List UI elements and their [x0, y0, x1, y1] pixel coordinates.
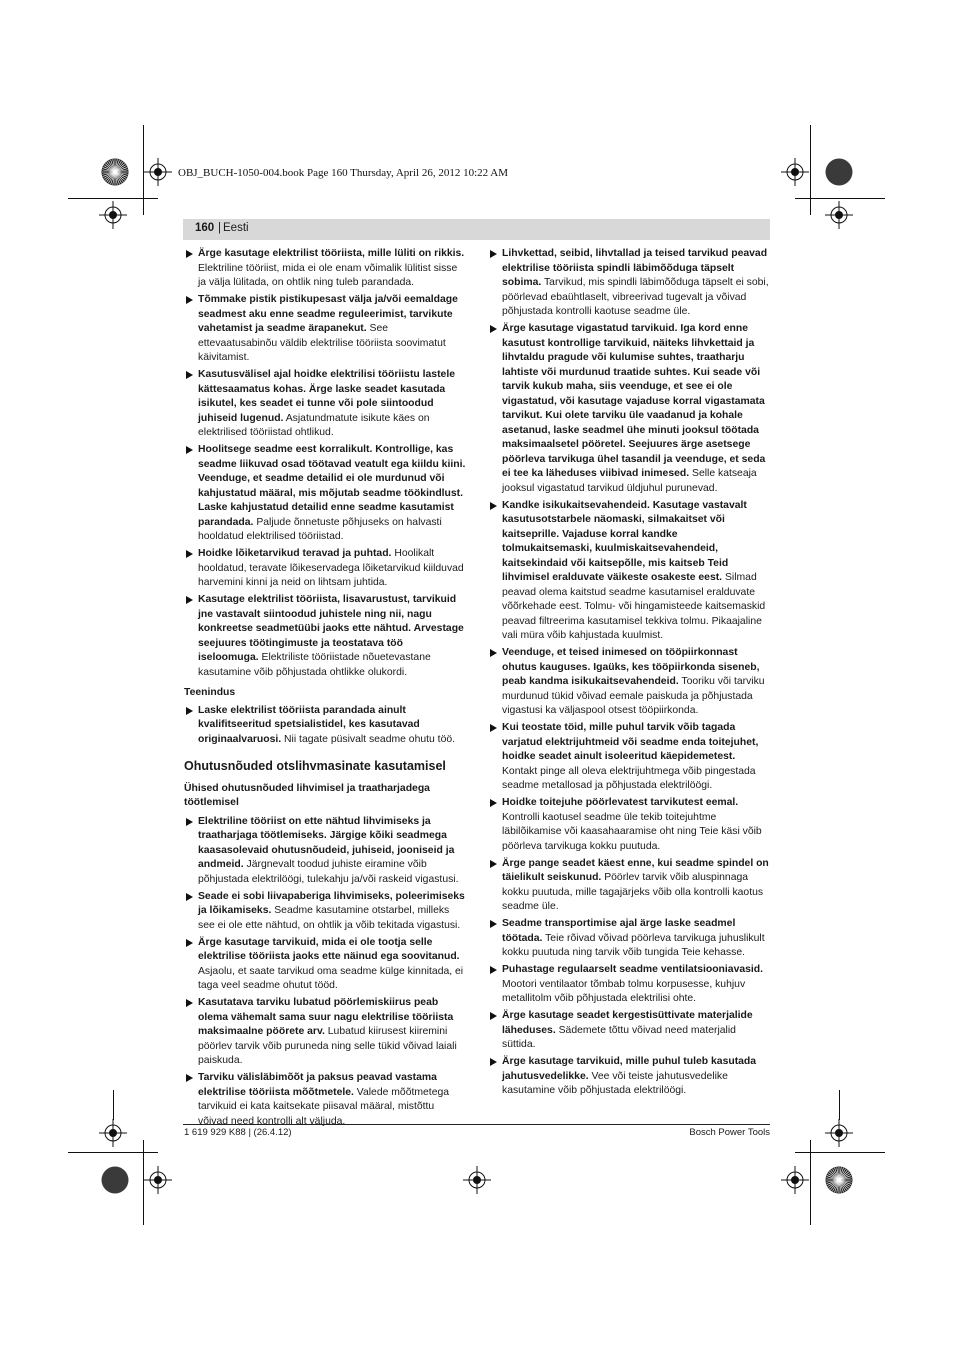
triangle-bullet-icon	[490, 796, 497, 807]
triangle-bullet-icon	[490, 857, 497, 868]
left-column	[184, 247, 466, 1132]
color-wheel-icon	[825, 1166, 853, 1199]
item-bold-text: Tõmmake pistik pistikupesast välja ja/või eemaldage seadmest aku enne seadme reguleerimist, tarvikute vahetamist ja seadme ärapanekut.	[198, 294, 458, 334]
list-item	[184, 247, 466, 291]
list-item	[184, 936, 466, 994]
triangle-bullet-icon	[490, 1055, 497, 1066]
item-text: Teie rõivad võivad pöörleva tarvikuga juhuslikult kokku puutuda ning tarvik võib tungida Teie kehasse.	[502, 932, 765, 958]
item-text: See ettevaatusabinõu väldib elektrilise tööriista soovimatut käivitamist.	[198, 323, 446, 363]
item-bold-text: Seadme transportimise ajal ärge laske seadmel töötada.	[502, 918, 736, 944]
item-text: Seadme kasutamine otstarbel, milleks see ei ole ette nähtud, on ohtlik ja võib tekitada vigastusi.	[198, 905, 461, 931]
footer-document-number: 1 619 929 K88 | (26.4.12)	[184, 1127, 292, 1138]
list-item	[184, 890, 466, 934]
list-item	[488, 721, 770, 794]
triangle-bullet-icon	[186, 704, 193, 715]
item-bold-text: Elektriline tööriist on ette nähtud lihvimiseks ja traatharjaga töötlemiseks. Järgige kõiki seadmega kaasasolevaid ohutusnõudeid, juhiseid, jooniseid ja andmeid.	[198, 815, 455, 870]
registration-mark-icon	[781, 158, 809, 191]
triangle-bullet-icon	[186, 815, 193, 826]
crop-line	[795, 198, 885, 199]
right-column	[488, 247, 770, 1101]
page-header-bar	[183, 219, 770, 240]
registration-mark-icon	[99, 201, 127, 234]
registration-mark-icon	[781, 1166, 809, 1199]
item-text: Asjaolu, et saate tarvikud oma seadme külge kinnitada, ei taga veel seadme ohutut tööd.	[198, 965, 464, 991]
item-bold-text: Kasutatava tarviku lubatud pöörlemiskiirus peab olema vähemalt sama suur nagu elektrilise tööriista maksimaalne pöörete arv.	[198, 997, 454, 1037]
header-language: Eesti	[223, 222, 249, 234]
item-bold-text: Ärge kasutage elektrilist tööriista, mille lüliti on rikkis.	[198, 248, 465, 259]
list-item	[184, 368, 466, 441]
item-bold-text: Kasutage elektrilist tööriista, lisavarustust, tarvikuid jne vastavalt siintoodud juhistele ning nii, nagu konkreetse seadmetüübi jaoks ette nähtud. Arvestage seejuures töötingimuste ja teostatava töö iseloomuga.	[198, 594, 464, 663]
item-text: Mootori ventilaator tõmbab tolmu korpusesse, kuhjuv metallitolm võib põhjustada elektrilisi ohte.	[502, 978, 746, 1004]
crop-line	[839, 1090, 840, 1120]
item-bold-text: Ärge pange seadet käest enne, kui seadme spindel on täielikult seiskunud.	[502, 857, 769, 883]
list-item	[488, 322, 770, 496]
triangle-bullet-icon	[490, 917, 497, 928]
list-item	[488, 1009, 770, 1053]
triangle-bullet-icon	[490, 963, 497, 974]
triangle-bullet-icon	[186, 996, 193, 1007]
print-info-line: OBJ_BUCH-1050-004.book Page 160 Thursday, April 26, 2012 10:22 AM	[178, 167, 508, 179]
item-bold-text: Hoolitsege seadme eest korralikult. Kontrollige, kas seadme liikuvad osad töötavad veatult ega kiildu kiini. Veenduge, et seadme detailid ei ole murdunud või kahjustatud määral, mis mõjutab seadme töökindlust. Laske kahjustatud detailid enne seadme kasutamist parandada.	[198, 444, 466, 528]
list-item	[488, 499, 770, 644]
registration-mark-icon	[825, 201, 853, 234]
item-bold-text: Ärge kasutage vigastatud tarvikuid. Iga kord enne kasutust kontrollige tarvikuid, näiteks lihvkettaid ja lihvtaldu pragude või kulumise suhtes, traatharju lahtiste või murdunud traatide suhtes. Kui seade või tarvik kukub maha, siis veenduge, et see ei ole vigastatud, või kasutage vajaduse korral vigastamata tarvikut. Kui olete tarviku üle vaadanud ja kohale asetanud, laske seadmel ühe minuti jooksul töötada maksimaalsetel pööretel. Seejuures ärge asetsege pöörleva tarvikuga ühel tasandil ja veenduge, et seda ei tee ka läheduses viibivad inimesed.	[502, 323, 766, 479]
item-bold-text: Ärge kasutage seadet kergestisüttivate materjalide läheduses.	[502, 1010, 753, 1036]
registration-mark-icon	[99, 1119, 127, 1152]
triangle-bullet-icon	[490, 721, 497, 732]
triangle-bullet-icon	[490, 1009, 497, 1020]
list-item	[184, 593, 466, 680]
footer-rule	[183, 1124, 770, 1125]
item-bold-text: Hoidke lõiketarvikud teravad ja puhtad.	[198, 548, 392, 559]
header-separator: |	[218, 222, 221, 234]
item-bold-text: Ärge kasutage tarvikuid, mida ei ole tootja selle elektrilise tööriista jaoks ette näinud ega soovitanud.	[198, 936, 460, 962]
crop-line	[113, 1090, 114, 1120]
triangle-bullet-icon	[186, 1071, 193, 1082]
item-text: Pöörlev tarvik võib aluspinnaga kokku puutuda, mille tagajärjeks võib olla kontrolli kaotus seadme üle.	[502, 872, 764, 912]
item-bold-text: Kasutusvälisel ajal hoidke elektrilisi tööriistu lastele kättesaamatus kohas. Ärge laske seadet kasutada isikutel, kes seadet ei tunne või pole siintoodud juhiseid lugenud.	[198, 369, 455, 424]
footer-brand: Bosch Power Tools	[689, 1127, 770, 1138]
registration-mark-icon	[144, 1166, 172, 1199]
item-bold-text: Kui teostate töid, mille puhul tarvik võib tagada varjatud elektrijuhtmeid või seadme enda toitejuhet, hoidke seadet ainult isoleeritud käepidemetest.	[502, 722, 759, 762]
list-item	[488, 646, 770, 719]
crop-line	[143, 125, 144, 215]
crop-line	[810, 125, 811, 215]
list-item	[184, 815, 466, 888]
item-text: Paljude õnnetuste põhjuseks on halvasti hooldatud elektrilised tööriistad.	[198, 516, 442, 542]
item-text: Asjatundmatute isikute käes on elektrilised tööriistad ohtlikud.	[198, 412, 430, 438]
safety-list-grinding	[184, 815, 466, 1130]
list-item	[184, 704, 466, 748]
list-item	[488, 857, 770, 915]
item-text: Elektriline tööriist, mida ei ole enam võimalik lülitist sisse ja välja lülitada, on ohtlik ning tuleb parandada.	[198, 262, 458, 288]
item-text: Lubatud kiirusest kiiremini pöörlev tarvik võib puruneda ning selle tükid võivad laiali paiskuda.	[198, 1026, 457, 1066]
item-bold-text: Laske elektrilist tööriista parandada ainult kvalifitseeritud spetsialistidel, kes kasutavad originaalvaruosi.	[198, 704, 420, 745]
registration-mark-icon	[825, 1119, 853, 1152]
color-wheel-icon	[101, 1166, 129, 1199]
triangle-bullet-icon	[490, 499, 497, 510]
list-item	[488, 796, 770, 854]
item-text: Valede mõõtmetega tarvikuid ei kata kaitsekate piisaval määral, mistõttu võivad need kontrolli alt väljuda.	[198, 1086, 450, 1127]
list-item	[184, 547, 466, 591]
item-bold-text: Seade ei sobi liivapaberiga lihvimiseks, poleerimiseks ja lõikamiseks.	[198, 890, 465, 916]
item-text: Järgnevalt toodud juhiste eiramine võib põhjustada elektrilöögi, tulekahju ja/või raskeid vigastusi.	[198, 859, 459, 885]
subsection-title: Ühised ohutusnõuded lihvimisel ja traatharjadega töötlemisel	[184, 782, 430, 808]
item-text: Kontrolli kaotusel seadme üle tekib toitejuhtme läbilõikamise või kaasahaaramise oht ning Teie käsi võib pöörleva tarvikuga kokku puutuda.	[502, 811, 762, 852]
crop-line	[795, 1152, 885, 1153]
safety-list-right	[488, 247, 770, 1099]
list-item	[184, 1071, 466, 1129]
item-bold-text: Hoidke toitejuhe pöörlevatest tarvikutest eemal.	[502, 797, 739, 808]
service-heading: Teenindus	[184, 687, 236, 698]
item-bold-text: Tarviku välisläbimõõt ja paksus peavad vastama elektrilise tööriista mõõtmetele.	[198, 1072, 437, 1098]
list-item	[488, 963, 770, 1007]
item-text: Nii tagate püsivalt seadme ohutu töö.	[281, 733, 456, 745]
page-number: 160	[195, 222, 215, 234]
item-text: Elektriliste tööriistade nõuetevastane kasutamine võib põhjustada ohtlikke olukordi.	[198, 652, 431, 678]
registration-mark-icon	[144, 158, 172, 191]
item-bold-text: Kandke isikukaitsevahendeid. Kasutage vastavalt kasutusotstarbele näomaski, silmakaitset või kaitseprille. Vajaduse korral kandke tolmukaitsemaski, kuulmiskaitsevahendeid, kaitsekindaid või kaitsepõlle, mis kaitseb Teid lihvimisel eralduvate väikeste osakeste eest.	[502, 499, 747, 583]
crop-line	[68, 198, 158, 199]
safety-list-general	[184, 247, 466, 680]
triangle-bullet-icon	[186, 890, 193, 901]
item-bold-text: Veenduge, et teised inimesed on tööpiirkonnast ohutus kauguses. Igaüks, kes tööpiirkonda siseneb, peab kandma isikukaitsevahendeid.	[502, 647, 760, 687]
crop-line	[68, 1152, 158, 1153]
triangle-bullet-icon	[186, 936, 193, 947]
triangle-bullet-icon	[490, 322, 497, 333]
section-title: Ohutusnõuded otslihvmasinate kasutamisel	[184, 759, 446, 773]
triangle-bullet-icon	[186, 368, 193, 379]
color-wheel-icon	[101, 158, 129, 191]
list-item	[184, 293, 466, 366]
list-item	[184, 996, 466, 1069]
item-bold-text: Ärge kasutage tarvikuid, mille puhul tuleb kasutada jahutusvedelikke.	[502, 1056, 757, 1082]
registration-mark-icon	[463, 1166, 491, 1199]
item-bold-text: Puhastage regulaarselt seadme ventilatsiooniavasid.	[502, 964, 764, 975]
item-text: Vee või teiste jahutusvedelike kasutamine võib põhjustada elektrilöögi.	[502, 1070, 728, 1096]
item-text: Silmad peavad olema kaitstud seadme kasutamisel eralduvate võõrkehade eest. Tolmu- või hingamisteede kaitsemaskid peavad filtreerima kasutamisel tekkiva tolmu. Pikaajaline vali müra võib kahjustada kuulmist.	[502, 572, 766, 641]
item-text: Tarvikud, mis spindli läbimõõduga täpselt ei sobi, pöörlevad ebaühtlaselt, vibreerivad tugevalt ja võivad põhjustada kontrolli kaotuse seadme üle.	[502, 277, 769, 317]
list-item	[488, 247, 770, 320]
item-text: Hoolikalt hooldatud, teravate lõikeservadega lõiketarvikud kiilduvad harvemini kinni ja neid on lihtsam juhtida.	[198, 548, 464, 588]
item-text: Tooriku või tarviku murdunud tükid võivad eemale paiskuda ja põhjustada vigastusi ka väljaspool otsest tööpiirkonda.	[502, 676, 765, 716]
item-bold-text: Lihvkettad, seibid, lihvtallad ja teised tarvikud peavad elektrilise tööriista spindli läbimõõduga täpselt sobima.	[502, 248, 768, 288]
list-item	[488, 917, 770, 961]
list-item	[184, 443, 466, 545]
list-item	[488, 1055, 770, 1099]
item-text: Sädemete tõttu võivad need materjalid süttida.	[502, 1024, 736, 1050]
item-text: Kontakt pinge all oleva elektrijuhtmega võib pingestada seadme metallosad ja põhjustada elektrilöögi.	[502, 765, 756, 791]
triangle-bullet-icon	[186, 443, 193, 454]
triangle-bullet-icon	[186, 593, 193, 604]
item-text: Selle katseaja jooksul vigastatud tarvikud üldjuhul purunevad.	[502, 468, 757, 494]
triangle-bullet-icon	[490, 646, 497, 657]
triangle-bullet-icon	[490, 247, 497, 258]
triangle-bullet-icon	[186, 247, 193, 258]
triangle-bullet-icon	[186, 547, 193, 558]
color-wheel-icon	[825, 158, 853, 191]
triangle-bullet-icon	[186, 293, 193, 304]
service-list	[184, 704, 466, 748]
